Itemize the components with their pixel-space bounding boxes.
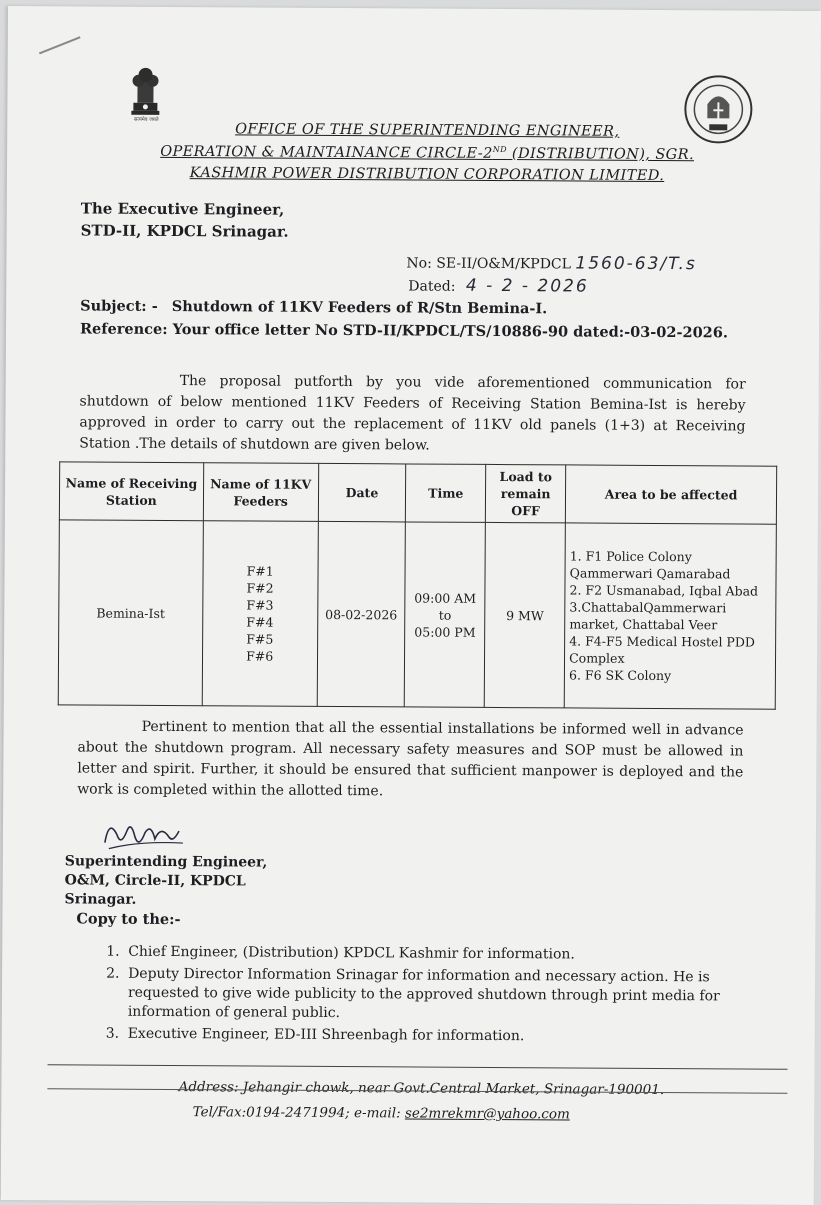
feeder-item: F#4 bbox=[246, 614, 274, 630]
feeder-item: F#2 bbox=[246, 580, 274, 596]
copy-to-list bbox=[106, 943, 753, 1051]
footer-contact bbox=[101, 1104, 661, 1123]
letter-number bbox=[406, 252, 696, 274]
cell-feeders bbox=[202, 521, 318, 707]
circle-title-main: OPERATION & MAINTAINANCE CIRCLE-2 bbox=[160, 143, 493, 162]
circle-title-sup: ND bbox=[492, 144, 508, 155]
list-item-number: 3. bbox=[105, 1025, 120, 1042]
area-item: 6. F6 SK Colony bbox=[568, 667, 672, 684]
cell-date: 08-02-2026 bbox=[317, 521, 406, 707]
feeder-item: F#6 bbox=[246, 648, 274, 664]
list-item-text: Chief Engineer, (Distribution) KPDCL Kashmir for information. bbox=[128, 943, 575, 963]
cell-station: Bemina-Ist bbox=[58, 520, 203, 706]
letter-number-handwritten: 1560-63/T.s bbox=[575, 253, 697, 275]
feeder-item: F#5 bbox=[246, 631, 274, 647]
footer-tel: Tel/Fax:0194-2471994; bbox=[192, 1104, 350, 1122]
subject-line bbox=[80, 297, 547, 317]
letter-date bbox=[408, 275, 589, 296]
addressee-line2: STD-II, KPDCL Srinagar. bbox=[80, 221, 289, 241]
area-item: 3.ChattabalQammerwari market, Chattabal Veer bbox=[569, 599, 727, 633]
instructions-paragraph bbox=[77, 716, 744, 804]
footer-divider-top bbox=[48, 1064, 788, 1070]
table-row bbox=[58, 520, 776, 709]
corporation-title: KASHMIR POWER DISTRIBUTION CORPORATION LIMITED. bbox=[189, 165, 665, 185]
list-item-text: Deputy Director Information Srinagar for information and necessary action. He is requested to give wide publicity to the approved shutdown through print media for information of general public. bbox=[127, 965, 720, 1022]
footer-email[interactable]: se2mrekmr@yahoo.com bbox=[404, 1105, 570, 1123]
cell-time bbox=[405, 522, 486, 707]
instructions-paragraph-text: Pertinent to mention that all the essential installations be informed well in advance about the shutdown program. All necessary safety measures and SOP must be allowed in letter and spirit. Further, it should be ensured that sufficient manpower is deployed and the work is completed within the allotted time. bbox=[77, 718, 744, 800]
time-to-word: to bbox=[438, 607, 452, 623]
time-from: 09:00 AM bbox=[414, 589, 477, 606]
cell-load: 9 MW bbox=[484, 522, 565, 707]
letter-date-label: Dated: bbox=[408, 278, 456, 295]
time-to: 05:00 PM bbox=[414, 623, 476, 640]
emblem-caption: सत्यमेव जयते bbox=[134, 116, 159, 123]
reference-line: Reference: Your office letter No STD-II/KPDCL/TS/10886-90 dated:-03-02-2026. bbox=[79, 320, 728, 342]
copy-to-label: Copy to the:- bbox=[76, 910, 181, 929]
signatory-block bbox=[64, 852, 267, 910]
header-area: Area to be affected bbox=[565, 465, 776, 524]
feeder-item: F#3 bbox=[246, 597, 274, 613]
signatory-title: Superintending Engineer, bbox=[64, 853, 268, 871]
office-title: OFFICE OF THE SUPERINTENDING ENGINEER, bbox=[235, 121, 620, 140]
list-item-number: 1. bbox=[106, 943, 120, 960]
list-item bbox=[106, 1025, 752, 1048]
staple-mark bbox=[39, 36, 81, 54]
approval-paragraph-text: The proposal putforth by you vide aforementioned communication for shutdown of below mentioned 11KV Feeders of Receiving Station Bemina-Ist is hereby approved in order to carry out the replacement of 11KV old panels (1+3) at Receiving Station .The details of shutdown are given below. bbox=[79, 373, 746, 454]
header-load: Load to remain OFF bbox=[486, 464, 566, 522]
addressee-line1: The Executive Engineer, bbox=[80, 199, 285, 219]
table-header-row bbox=[59, 462, 776, 524]
subject-label: Subject: - bbox=[80, 297, 158, 315]
header-feeders: Name of 11KV Feeders bbox=[203, 463, 318, 522]
cell-areas bbox=[564, 523, 776, 709]
header-time: Time bbox=[406, 464, 486, 522]
signatory-office: O&M, Circle-II, KPDCL bbox=[64, 872, 246, 890]
letter-sheet bbox=[1, 6, 821, 1205]
list-item-number: 2. bbox=[106, 965, 120, 982]
shutdown-table bbox=[58, 461, 777, 709]
list-item-text: Executive Engineer, ED-III Shreenbagh for information. bbox=[127, 1025, 525, 1045]
area-item: 2. F2 Usmanabad, Iqbal Abad bbox=[569, 582, 759, 599]
circle-title bbox=[147, 143, 707, 163]
footer-address: Address: Jehangir chowk, near Govt.Central Market, Srinagar-190001. bbox=[178, 1079, 665, 1099]
header-station: Name of Receiving Station bbox=[59, 462, 203, 521]
circle-title-tail: (DISTRIBUTION), SGR. bbox=[506, 145, 695, 164]
feeder-item: F#1 bbox=[246, 563, 274, 579]
list-item bbox=[106, 965, 752, 1026]
subject-text: Shutdown of 11KV Feeders of R/Stn Bemina-I. bbox=[171, 298, 548, 318]
area-item: 1. F1 Police Colony Qammerwari Qamarabad bbox=[569, 548, 731, 582]
header-date: Date bbox=[318, 463, 406, 522]
approval-paragraph bbox=[79, 370, 746, 458]
signatory-place: Srinagar. bbox=[64, 891, 137, 908]
letter-date-handwritten: 4 - 2 - 2026 bbox=[465, 275, 589, 297]
letter-number-label: No: SE-II/O&M/KPDCL bbox=[406, 255, 572, 273]
footer-email-label: e-mail: bbox=[354, 1105, 401, 1122]
area-item: 4. F4-F5 Medical Hostel PDD Complex bbox=[569, 633, 755, 666]
list-item bbox=[106, 943, 752, 966]
